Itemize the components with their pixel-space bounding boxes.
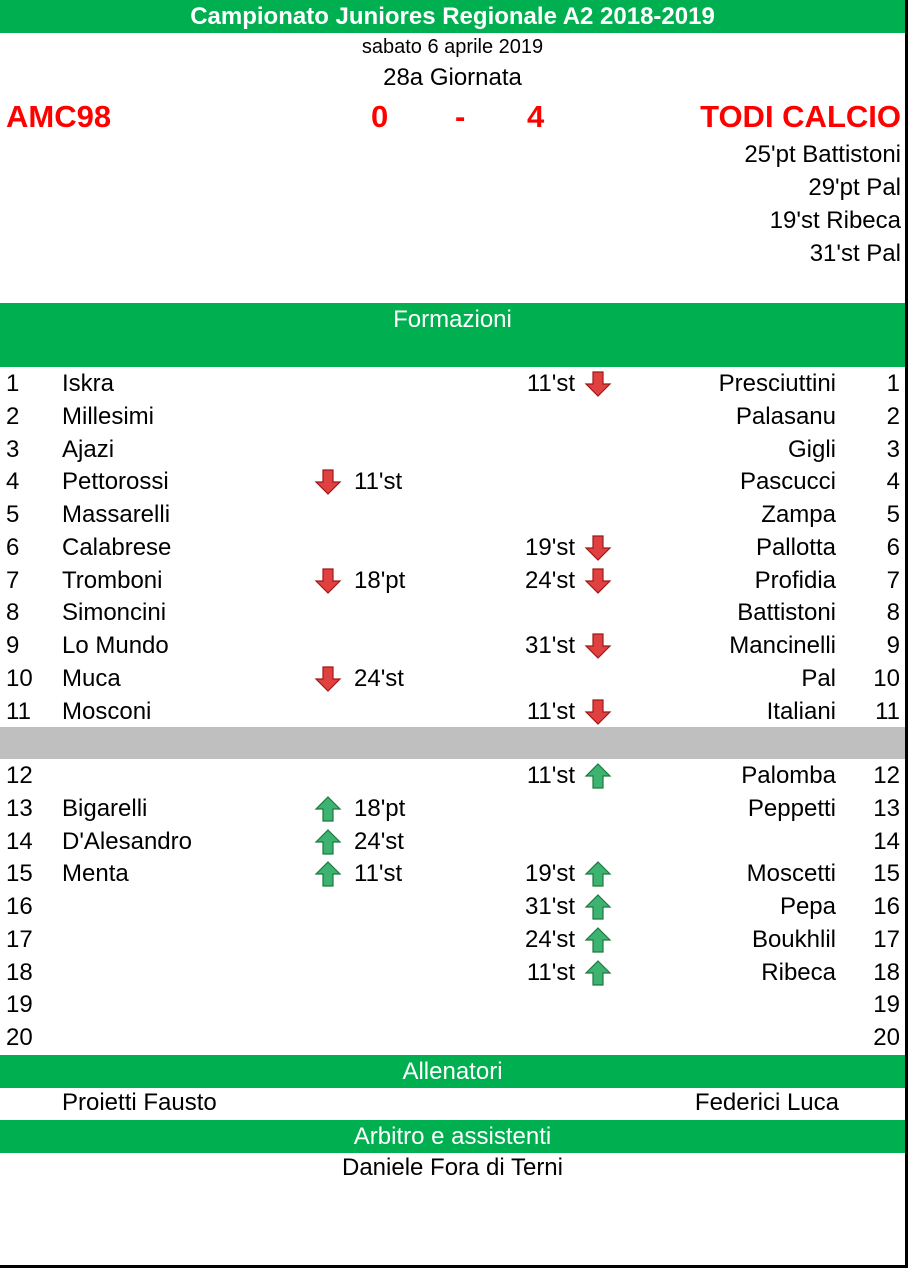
away-sub-time: 19'st: [525, 860, 575, 888]
score-separator: -: [455, 99, 466, 134]
home-sub-time: 18'pt: [354, 794, 406, 822]
home-shirt-number: 4: [6, 468, 20, 496]
away-player-name: Boukhlil: [751, 925, 836, 953]
away-shirt-number: 20: [873, 1024, 900, 1051]
home-coach: Proietti Fausto: [62, 1089, 217, 1116]
away-player-name: Mancinelli: [729, 632, 836, 659]
home-score: 0: [371, 99, 389, 134]
home-shirt-number: 3: [6, 435, 20, 463]
home-player-name: Lo Mundo: [62, 632, 169, 659]
home-shirt-number: 11: [6, 697, 31, 725]
home-player-name: Calabrese: [62, 533, 172, 561]
away-shirt-number: 14: [873, 827, 900, 855]
player-row: [0, 989, 905, 1021]
away-shirt-number: 3: [886, 435, 900, 463]
match-round: 28a Giornata: [383, 64, 522, 91]
coaches-header: Allenatori: [0, 1055, 905, 1088]
away-shirt-number: 1: [886, 370, 900, 397]
arrow-down-icon: [313, 567, 343, 602]
home-sub-time: 24'st: [354, 827, 404, 855]
home-shirt-number: 18: [6, 958, 33, 986]
away-player-name: Peppetti: [747, 794, 836, 822]
arrow-up-icon: [583, 860, 613, 895]
arrow-down-icon: [583, 567, 613, 602]
home-shirt-number: 9: [6, 632, 20, 659]
arrow-up-icon: [583, 893, 613, 928]
away-sub-time: 11'st: [526, 958, 575, 986]
away-shirt-number: 12: [873, 762, 900, 789]
away-shirt-number: 8: [886, 599, 900, 627]
arrow-up-icon: [583, 959, 613, 994]
home-shirt-number: 2: [6, 402, 20, 430]
arrow-down-icon: [313, 468, 343, 503]
home-team-name: AMC98: [6, 99, 112, 134]
home-sub-time: 24'st: [354, 664, 404, 692]
away-sub-time: 11'st: [526, 762, 575, 789]
referee-header: Arbitro e assistenti: [0, 1120, 905, 1153]
player-row: [0, 466, 905, 498]
home-shirt-number: 16: [6, 893, 33, 920]
away-sub-time: 31'st: [525, 632, 575, 659]
arrow-up-icon: [583, 926, 613, 961]
away-shirt-number: 17: [873, 925, 900, 953]
player-row: [0, 532, 905, 564]
away-shirt-number: 7: [886, 566, 900, 594]
away-player-name: Gigli: [787, 435, 836, 463]
away-score: 4: [527, 99, 545, 134]
player-row: [0, 368, 905, 400]
away-shirt-number: 2: [886, 402, 900, 430]
home-player-name: Iskra: [62, 370, 115, 397]
home-player-name: Mosconi: [62, 697, 152, 725]
away-player-name: Presciuttini: [718, 370, 836, 397]
home-shirt-number: 1: [6, 370, 20, 397]
away-player-name: Battistoni: [737, 599, 836, 627]
away-sub-time: 11'st: [526, 370, 575, 397]
player-row: [0, 630, 905, 662]
away-shirt-number: 15: [873, 860, 900, 888]
away-player-name: Profidia: [754, 566, 836, 594]
home-shirt-number: 5: [6, 501, 20, 528]
away-shirt-number: 18: [873, 958, 900, 986]
arrow-up-icon: [313, 795, 343, 830]
away-player-name: Zampa: [761, 501, 836, 528]
away-shirt-number: 10: [873, 664, 900, 692]
away-shirt-number: 6: [886, 533, 900, 561]
arrow-down-icon: [583, 632, 613, 667]
player-row: [0, 663, 905, 695]
home-player-name: Pettorossi: [62, 468, 169, 496]
away-player-name: Pascucci: [739, 468, 836, 496]
away-shirt-number: 9: [886, 632, 900, 659]
home-shirt-number: 15: [6, 860, 33, 888]
match-date: sabato 6 aprile 2019: [361, 36, 544, 58]
player-row: [0, 499, 905, 531]
player-row: [0, 597, 905, 629]
home-shirt-number: 19: [6, 991, 33, 1019]
referee-name: Daniele Fora di Terni: [341, 1154, 563, 1181]
away-player-name: Palasanu: [735, 402, 836, 430]
player-row: [0, 696, 905, 728]
player-row: [0, 924, 905, 956]
home-player-name: Massarelli: [62, 501, 171, 528]
arrow-up-icon: [313, 860, 343, 895]
away-shirt-number: 11: [875, 697, 900, 725]
home-shirt-number: 13: [6, 794, 33, 822]
away-goal-2: 29'pt Pal: [808, 174, 901, 201]
home-shirt-number: 17: [6, 925, 33, 953]
away-player-name: Palomba: [741, 762, 836, 789]
player-row: [0, 957, 905, 989]
away-goal-4: 31'st Pal: [809, 240, 901, 267]
away-sub-time: 24'st: [525, 566, 575, 594]
home-sub-time: 11'st: [354, 468, 403, 496]
arrow-up-icon: [583, 762, 613, 797]
home-player-name: Ajazi: [62, 435, 115, 463]
home-player-name: Muca: [62, 664, 121, 692]
player-row: [0, 826, 905, 858]
away-shirt-number: 16: [873, 893, 900, 920]
away-player-name: Pal: [801, 664, 836, 692]
player-row: [0, 760, 905, 792]
home-player-name: Simoncini: [62, 599, 167, 627]
away-player-name: Italiani: [766, 697, 836, 725]
home-sub-time: 11'st: [354, 860, 403, 888]
arrow-up-icon: [313, 828, 343, 863]
home-shirt-number: 8: [6, 599, 20, 627]
player-row: [0, 565, 905, 597]
home-player-name: Bigarelli: [62, 794, 148, 822]
away-team-name: TODI CALCIO: [700, 99, 901, 134]
home-player-name: Tromboni: [62, 566, 163, 594]
away-coach: Federici Luca: [694, 1089, 839, 1116]
page-title: Campionato Juniores Regionale A2 2018-2019: [0, 0, 905, 33]
home-player-name: D'Alesandro: [62, 827, 192, 855]
home-shirt-number: 14: [6, 827, 33, 855]
away-sub-time: 31'st: [525, 893, 575, 920]
away-sub-time: 11'st: [526, 697, 575, 725]
away-goal-1: 25'pt Battistoni: [744, 141, 901, 168]
away-player-name: Ribeca: [761, 958, 836, 986]
home-sub-time: 18'pt: [354, 566, 406, 594]
player-row: [0, 891, 905, 923]
away-player-name: Pepa: [779, 893, 836, 920]
home-player-name: Menta: [62, 860, 129, 888]
away-player-name: Pallotta: [755, 533, 836, 561]
away-shirt-number: 4: [886, 468, 900, 496]
arrow-down-icon: [583, 370, 613, 405]
lineups-subheader-band: [0, 336, 905, 367]
away-sub-time: 24'st: [525, 925, 575, 953]
home-shirt-number: 12: [6, 762, 33, 789]
away-goal-3: 19'st Ribeca: [769, 207, 901, 234]
home-shirt-number: 7: [6, 566, 20, 594]
away-sub-time: 19'st: [525, 533, 575, 561]
away-shirt-number: 5: [886, 501, 900, 528]
player-row: [0, 401, 905, 433]
arrow-down-icon: [313, 665, 343, 700]
away-shirt-number: 19: [873, 991, 900, 1019]
bench-separator: [0, 727, 905, 759]
arrow-down-icon: [583, 534, 613, 569]
player-row: [0, 858, 905, 890]
lineups-header: Formazioni: [0, 303, 905, 336]
home-player-name: Millesimi: [62, 402, 154, 430]
player-row: [0, 434, 905, 466]
home-shirt-number: 20: [6, 1024, 33, 1051]
home-shirt-number: 10: [6, 664, 33, 692]
home-shirt-number: 6: [6, 533, 20, 561]
player-row: [0, 1022, 905, 1054]
away-player-name: Moscetti: [746, 860, 836, 888]
player-row: [0, 793, 905, 825]
away-shirt-number: 13: [873, 794, 900, 822]
